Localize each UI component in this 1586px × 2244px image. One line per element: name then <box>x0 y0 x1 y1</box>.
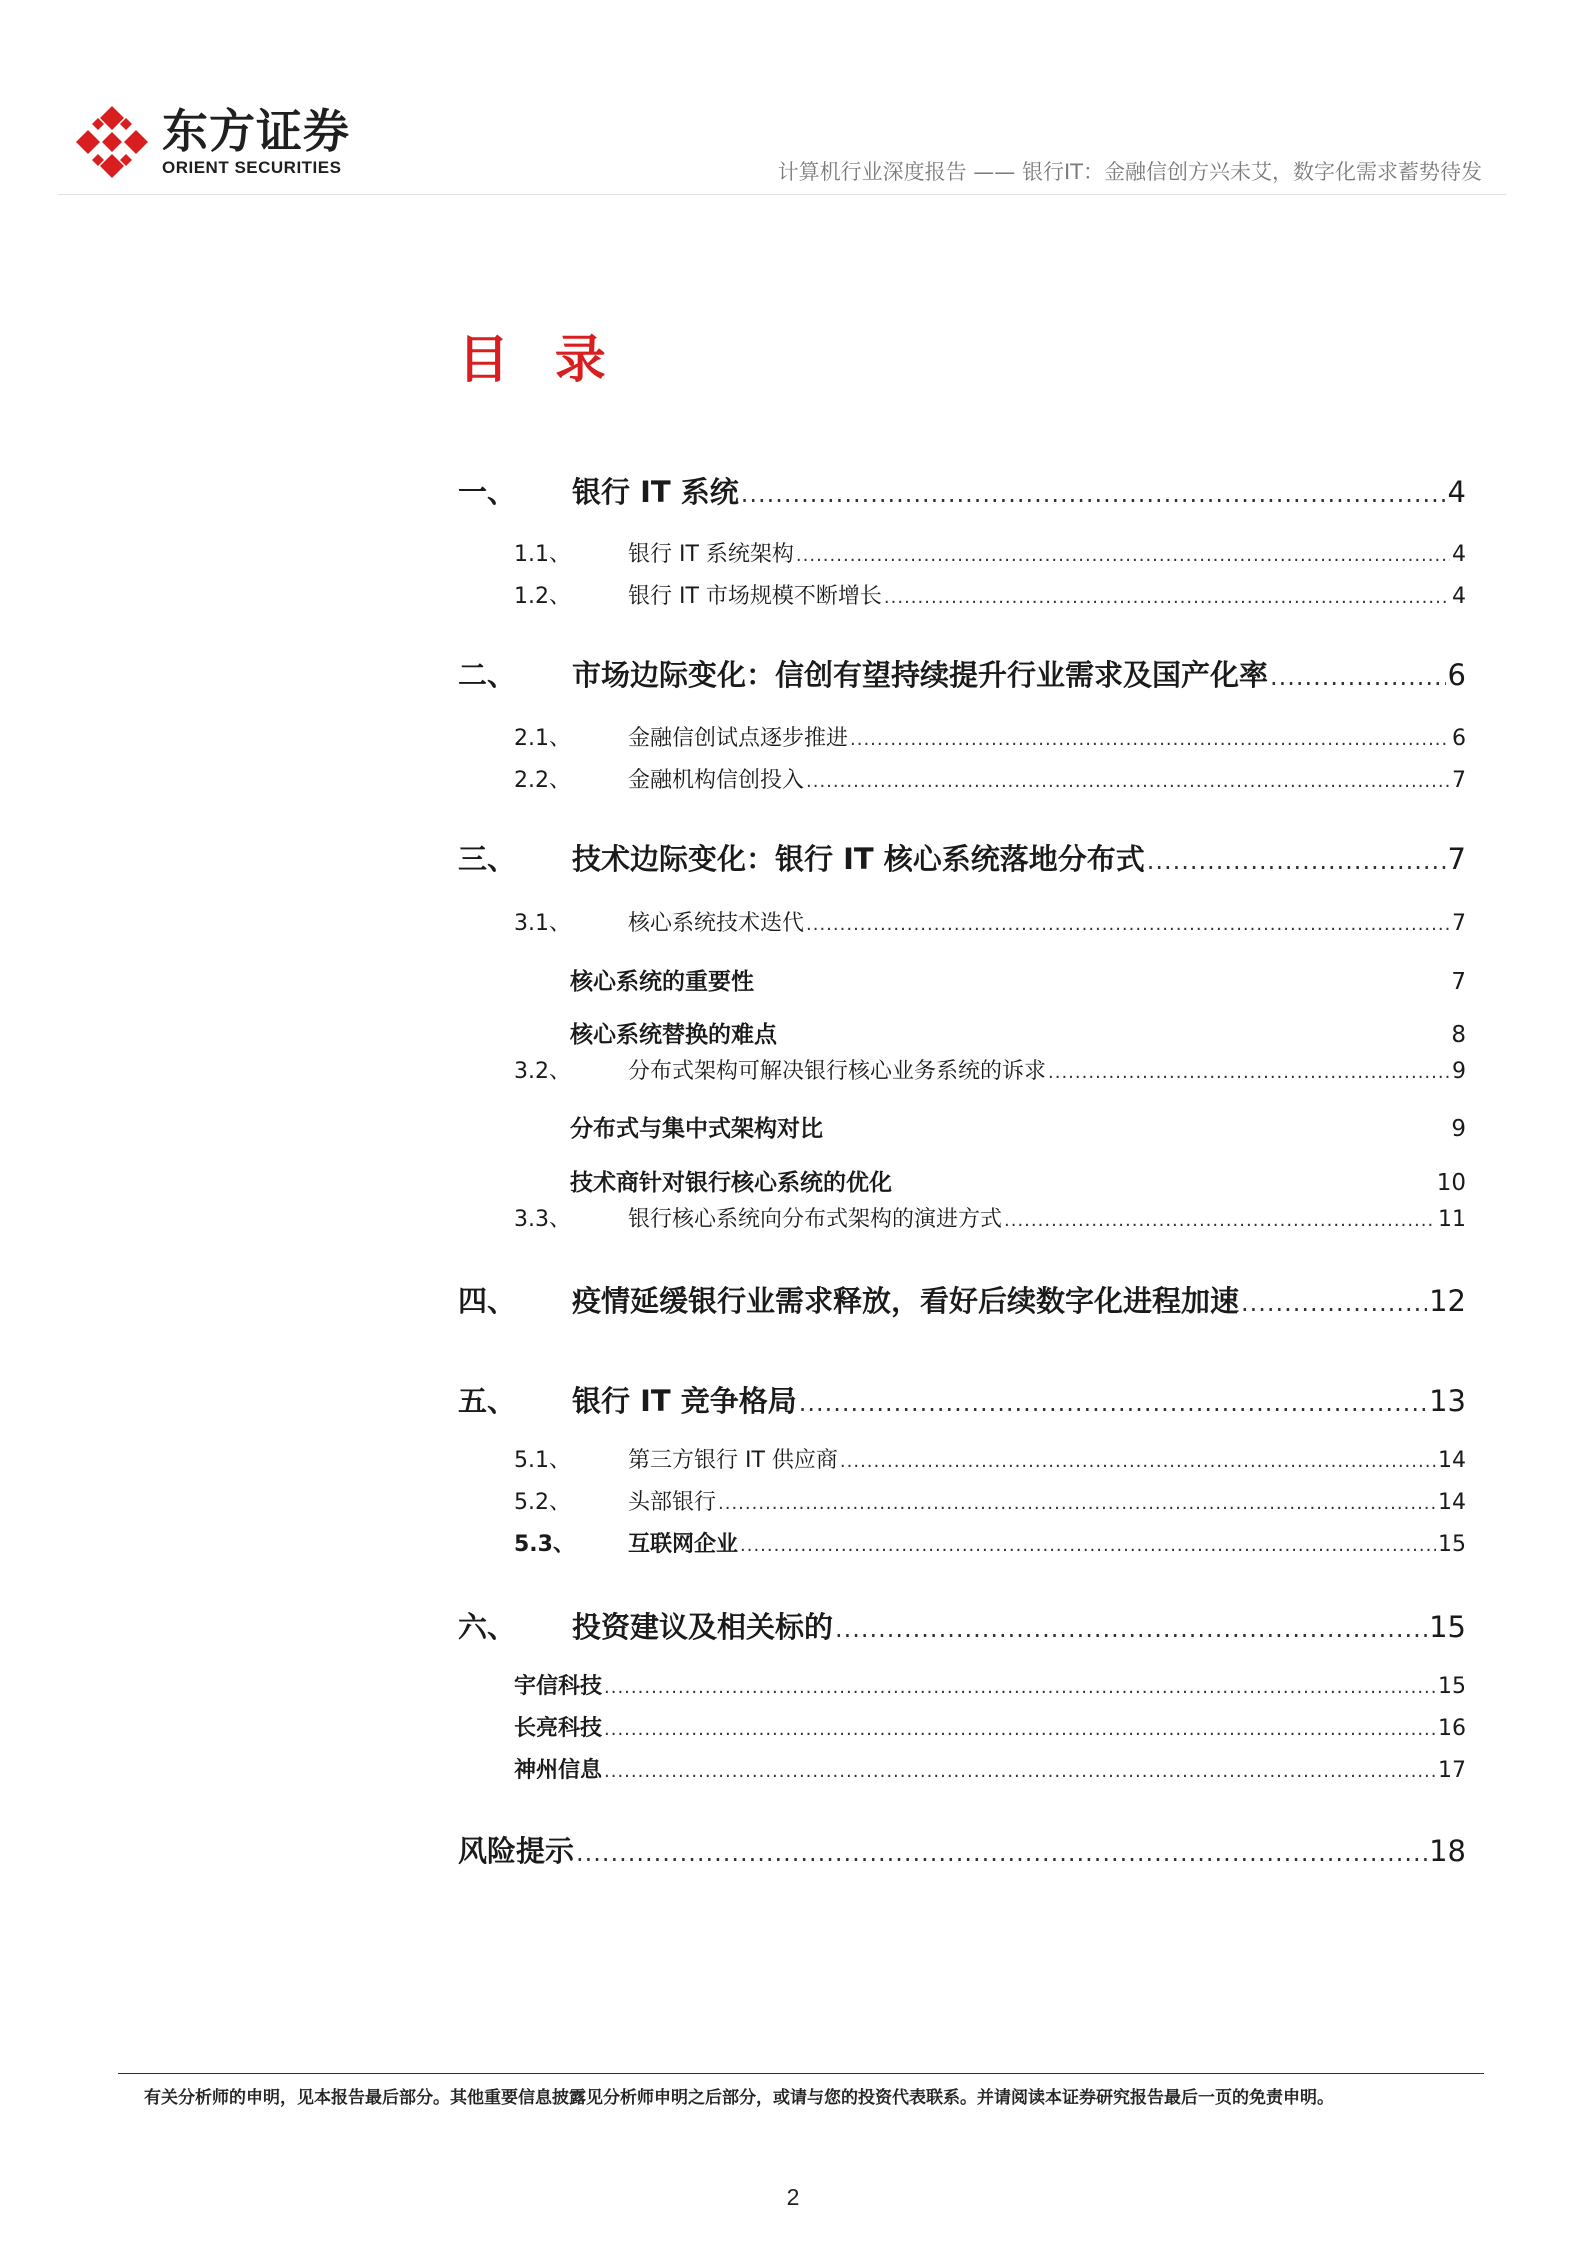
toc-entry-page: 4 <box>1452 584 1466 609</box>
toc-entry[interactable] <box>458 1016 1466 1049</box>
toc-entry-number: 1.2、 <box>514 584 571 609</box>
toc-entry[interactable] <box>458 837 1466 878</box>
toc-entry[interactable] <box>458 1202 1466 1233</box>
toc-entry-title: 银行 IT 市场规模不断增长 <box>628 584 882 609</box>
toc-entry[interactable] <box>458 1669 1466 1700</box>
toc-entry-number: 2.1、 <box>514 726 571 751</box>
toc-dot-leader <box>741 480 1446 508</box>
toc-dot-leader <box>835 1615 1427 1643</box>
logo-english-name: ORIENT SECURITIES <box>162 158 342 177</box>
toc-entry-page: 4 <box>1447 475 1466 509</box>
company-logo <box>74 104 350 180</box>
toc-heading: 目 录 <box>458 331 620 390</box>
toc-entry-page: 10 <box>1436 1170 1466 1196</box>
toc-entry[interactable] <box>458 1605 1466 1646</box>
toc-entry[interactable] <box>458 963 1466 996</box>
toc-entry-title: 核心系统技术迭代 <box>628 911 805 936</box>
toc-entry-page: 15 <box>1429 1610 1466 1644</box>
toc-entry-number: 3.2、 <box>514 1059 571 1084</box>
toc-entry-number: 二、 <box>458 658 517 692</box>
toc-entry-title: 市场边际变化：信创有望持续提升行业需求及国产化率 <box>572 658 1269 692</box>
toc-entry[interactable] <box>458 1279 1466 1320</box>
footer-divider <box>118 2073 1484 2074</box>
toc-entry-title: 疫情延缓银行业需求释放，看好后续数字化进程加速 <box>572 1284 1240 1318</box>
toc-dot-leader <box>1004 1210 1436 1231</box>
toc-entry[interactable] <box>458 1711 1466 1742</box>
toc-dot-leader <box>799 1389 1427 1417</box>
toc-entry-page: 9 <box>1451 1116 1466 1142</box>
toc-entry-title: 投资建议及相关标的 <box>572 1610 834 1644</box>
toc-entry-title: 神州信息 <box>514 1758 603 1783</box>
disclaimer-note: 有关分析师的申明，见本报告最后部分。其他重要信息披露见分析师申明之后部分，或请与您的投资代表联系。并请阅读本证券研究报告最后一页的免责申明。 <box>144 2088 1334 2108</box>
toc-entry-title: 银行 IT 系统 <box>572 475 739 509</box>
toc-entry-page: 17 <box>1438 1758 1466 1783</box>
toc-entry-number: 四、 <box>458 1284 517 1318</box>
toc-entry-number: 2.2、 <box>514 768 571 793</box>
toc-entry-number: 5.3、 <box>514 1532 575 1557</box>
toc-entry-page: 18 <box>1429 1834 1466 1868</box>
toc-entry[interactable] <box>458 763 1466 794</box>
toc-entry-page: 16 <box>1438 1716 1466 1741</box>
orient-logo-icon <box>74 104 150 180</box>
toc-entry[interactable] <box>458 470 1466 511</box>
logo-chinese-name: 东方证券 <box>162 104 350 158</box>
toc-dot-leader <box>604 1761 1436 1782</box>
toc-entry-page: 14 <box>1438 1490 1466 1515</box>
toc-entry[interactable] <box>458 1753 1466 1784</box>
toc-dot-leader <box>604 1719 1436 1740</box>
toc-entry-number: 六、 <box>458 1610 517 1644</box>
toc-entry[interactable] <box>458 1054 1466 1085</box>
toc-entry-title: 分布式与集中式架构对比 <box>570 1116 823 1142</box>
toc-entry-number: 三、 <box>458 842 517 876</box>
toc-entry-title: 技术商针对银行核心系统的优化 <box>570 1170 892 1196</box>
toc-entry[interactable] <box>458 579 1466 610</box>
toc-dot-leader <box>1048 1062 1450 1083</box>
toc-dot-leader <box>884 587 1450 608</box>
toc-entry-page: 14 <box>1438 1448 1466 1473</box>
toc-dot-leader <box>850 729 1450 750</box>
toc-entry-number: 3.1、 <box>514 911 571 936</box>
toc-entry[interactable] <box>458 653 1466 694</box>
page-number: 2 <box>786 2184 800 2210</box>
toc-dot-leader <box>604 1677 1436 1698</box>
toc-entry[interactable] <box>458 1379 1466 1420</box>
toc-dot-leader <box>576 1839 1427 1867</box>
toc-entry-number: 五、 <box>458 1384 517 1418</box>
toc-entry-number: 3.3、 <box>514 1207 571 1232</box>
toc-entry[interactable] <box>458 537 1466 568</box>
toc-entry-page: 12 <box>1429 1284 1466 1318</box>
toc-entry-page: 13 <box>1429 1384 1466 1418</box>
toc-entry-title: 银行 IT 竞争格局 <box>572 1384 797 1418</box>
toc-entry-title: 核心系统替换的难点 <box>570 1022 777 1048</box>
toc-entry-page: 9 <box>1452 1059 1466 1084</box>
toc-entry-title: 银行核心系统向分布式架构的演进方式 <box>628 1207 1003 1232</box>
toc-entry-title: 银行 IT 系统架构 <box>628 542 794 567</box>
toc-entry-page: 6 <box>1452 726 1466 751</box>
toc-dot-leader <box>806 914 1450 935</box>
toc-entry-title: 第三方银行 IT 供应商 <box>628 1448 838 1473</box>
toc-entry-number: 5.2、 <box>514 1490 571 1515</box>
toc-entry-page: 6 <box>1447 658 1466 692</box>
toc-entry-page: 7 <box>1452 768 1466 793</box>
toc-entry[interactable] <box>458 1829 1466 1870</box>
toc-entry-title: 核心系统的重要性 <box>570 969 754 995</box>
toc-entry-number: 1.1、 <box>514 542 571 567</box>
toc-entry-page: 8 <box>1451 1022 1466 1048</box>
toc-entry-page: 7 <box>1447 842 1466 876</box>
toc-entry-title: 技术边际变化：银行 IT 核心系统落地分布式 <box>572 842 1145 876</box>
toc-dot-leader <box>1147 847 1446 875</box>
toc-entry[interactable] <box>458 721 1466 752</box>
toc-entry-page: 11 <box>1438 1207 1466 1232</box>
toc-entry-title: 头部银行 <box>628 1490 717 1515</box>
toc-dot-leader <box>718 1493 1436 1514</box>
toc-entry[interactable] <box>458 1110 1466 1143</box>
toc-entry-title: 风险提示 <box>458 1834 575 1868</box>
toc-dot-leader <box>840 1451 1436 1472</box>
toc-entry-page: 15 <box>1438 1532 1466 1557</box>
toc-entry-title: 分布式架构可解决银行核心业务系统的诉求 <box>628 1059 1047 1084</box>
toc-entry-title: 宇信科技 <box>514 1674 603 1699</box>
toc-entry-page: 4 <box>1452 542 1466 567</box>
toc-entry-title: 金融机构信创投入 <box>628 768 805 793</box>
toc-entry-number: 一、 <box>458 475 517 509</box>
toc-entry-page: 7 <box>1451 969 1466 995</box>
toc-entry-page: 15 <box>1438 1674 1466 1699</box>
toc-dot-leader <box>1270 663 1446 691</box>
toc-entry[interactable] <box>458 906 1466 937</box>
toc-entry-title: 互联网企业 <box>628 1532 739 1557</box>
toc-entry-page: 7 <box>1452 911 1466 936</box>
toc-dot-leader <box>796 545 1450 566</box>
toc-dot-leader <box>806 771 1450 792</box>
toc-entry-number: 5.1、 <box>514 1448 571 1473</box>
report-header-title: 计算机行业深度报告 —— 银行IT：金融信创方兴未艾，数字化需求蓄势待发 <box>777 160 1482 184</box>
toc-entry[interactable] <box>458 1485 1466 1516</box>
toc-entry[interactable] <box>458 1443 1466 1474</box>
toc-entry[interactable] <box>458 1164 1466 1197</box>
toc-dot-leader <box>1241 1289 1427 1317</box>
header-divider <box>58 194 1506 195</box>
toc-dot-leader <box>740 1535 1436 1556</box>
toc-entry-title: 长亮科技 <box>514 1716 603 1741</box>
toc-entry-title: 金融信创试点逐步推进 <box>628 726 849 751</box>
toc-entry[interactable] <box>458 1527 1466 1558</box>
